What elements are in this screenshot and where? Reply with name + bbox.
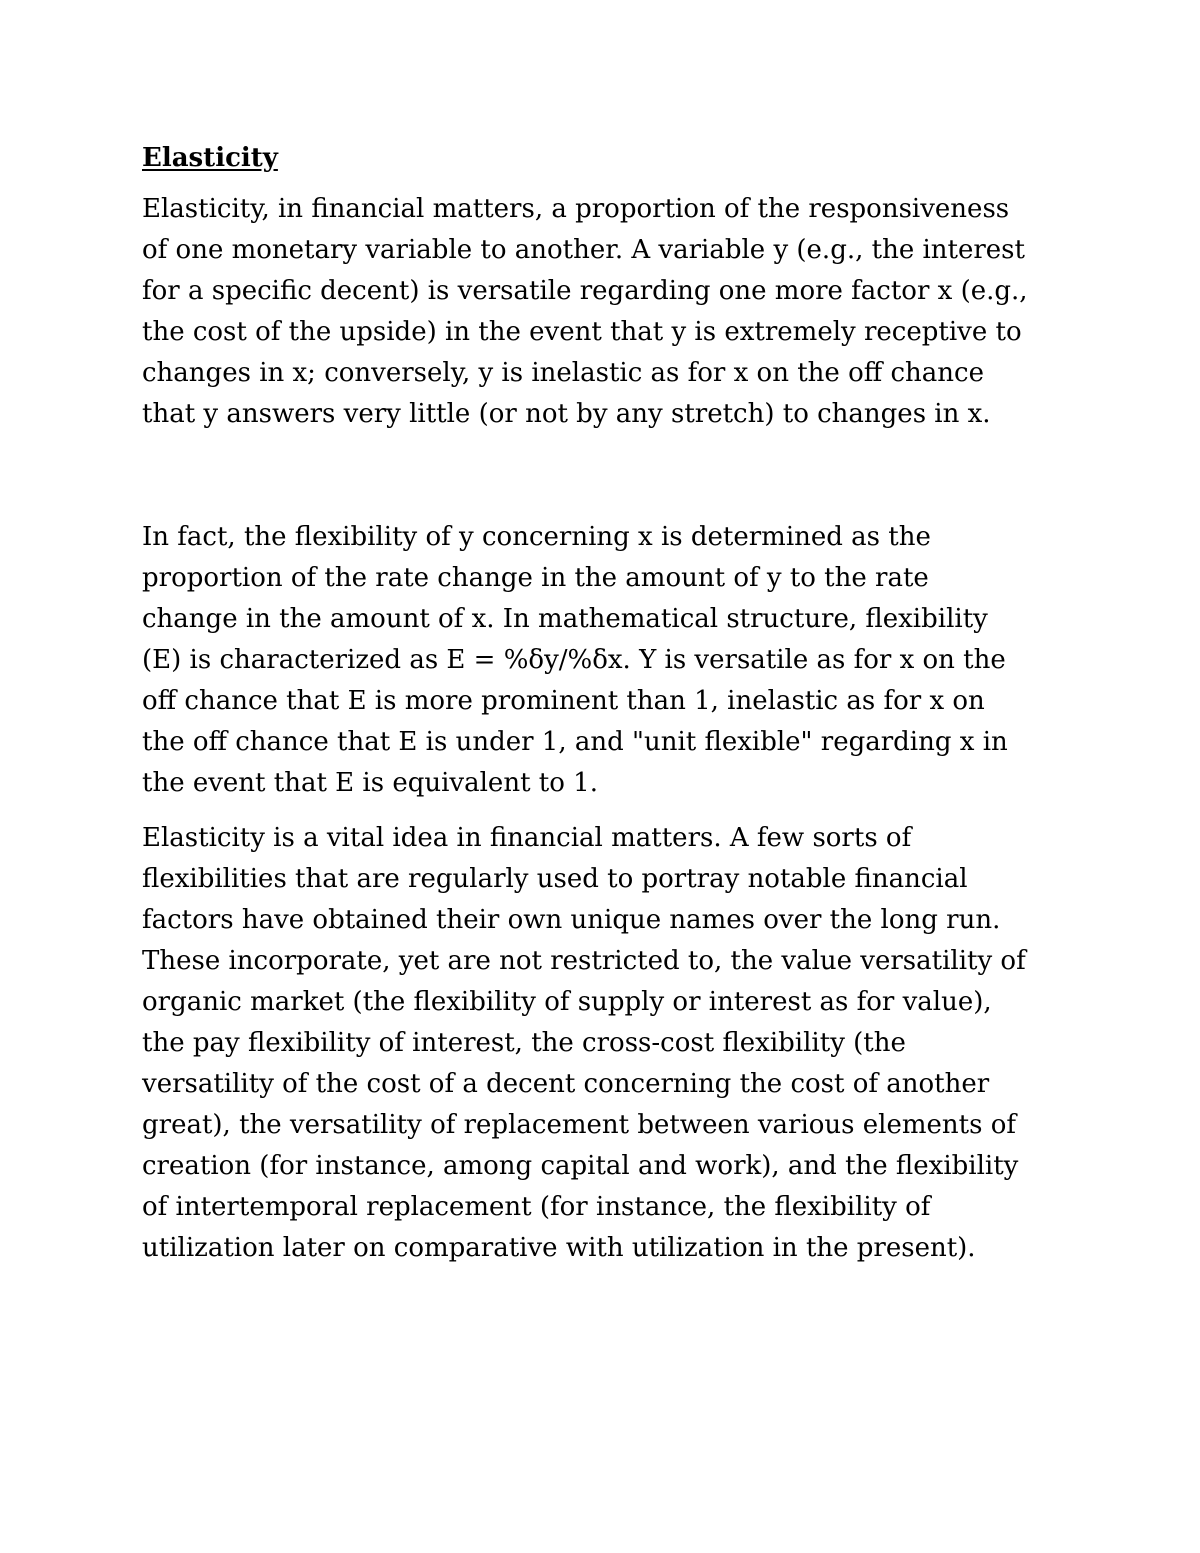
paragraph-formula: In fact, the flexibility of y concerning x is determined as the proportion of the rate change in the amount of y to the rate change in the amount of x. In mathematical structure, flexibility (E) is characterized as E = %δy/%δx. Y is versatile as for x on the off chance that E is more prominent than 1, inelastic as for x on the off chance that E is under 1, and "unit flexible" regarding x in the event that E is equivalent to 1. [142,522,1008,798]
document-title: Elasticity [142,143,278,173]
paragraph-definition: Elasticity, in financial matters, a proportion of the responsiveness of one monetary variable to another. A variable y (e.g., the interest for a specific decent) is versatile regarding one more factor x (e.g., the cost of the upside) in the event that y is extremely receptive to changes in x; conversely, y is inelastic as for x on the off chance that y answers very little (or not by any stretch) to changes in x. [142,194,1028,429]
paragraph-types: Elasticity is a vital idea in financial matters. A few sorts of flexibilities that are regularly used to portray notable financial factors have obtained their own unique names over the long run. These incorporate, yet are not restricted to, the value versatility of organic market (the flexibility of supply or interest as for value), the pay flexibility of interest, the cross-cost flexibility (the versatility of the cost of a decent concerning the cost of another great), the versatility of replacement between various elements of creation (for instance, among capital and work), and the flexibility of intertemporal replacement (for instance, the flexibility of utilization later on comparative with utilization in the present). [142,823,1026,1263]
document-body [142,138,1082,1269]
